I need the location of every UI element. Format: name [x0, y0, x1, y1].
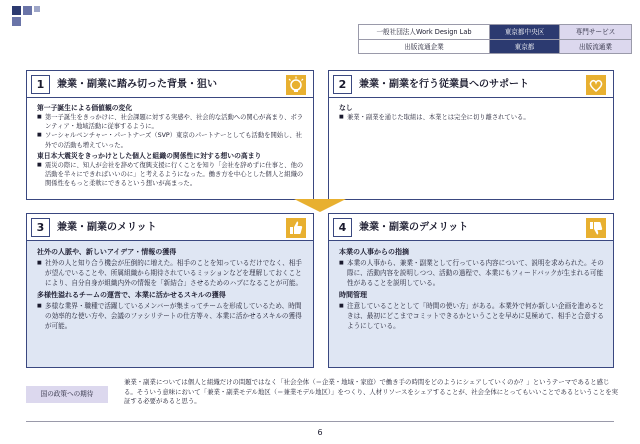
- panel-demerits: [328, 213, 614, 368]
- panel-title: 兼業・副業のデメリット: [359, 222, 469, 233]
- tag-organization-location: 東京都中央区: [489, 25, 559, 39]
- tag-employer-name: 出版流通企業: [404, 43, 444, 51]
- bullet-text: ■ 多様な業界・職種で活躍しているメンバーが集まってチームを形成しているため、時間の効率的な使い方や、会議のファシリテートの仕方等々、本業に活かせるスキルの獲得が可能。: [37, 301, 305, 331]
- tag-organization-industry: 専門サービス: [559, 25, 631, 39]
- panel-header: [27, 71, 313, 98]
- panel-number: 3: [31, 218, 50, 237]
- panel-title: 兼業・副業のメリット: [57, 222, 157, 233]
- lightbulb-icon: [285, 74, 307, 96]
- panel-body: [27, 98, 313, 188]
- panel-number: 4: [333, 218, 352, 237]
- page-number: 6: [317, 428, 323, 437]
- tag-employer-location: 東京都: [489, 40, 559, 53]
- bullet-text: ■ 本業の人事から、兼業・副業として行っている内容について、説明を求められた。その際に、活動内容を説明しつつ、活動の過程で、本業にもフィードバックが生まれる可能性があることを説明している。: [339, 258, 605, 288]
- section-heading: 時間管理: [339, 291, 367, 299]
- panel-number: 2: [333, 75, 352, 94]
- panel-merits: [26, 213, 314, 368]
- section-heading: 本業の人事からの指摘: [339, 248, 409, 256]
- bullet-text: ■ 兼業・副業を通じた取組は、本業とは完全に切り離されている。: [339, 113, 605, 122]
- tag-row-employer: [359, 39, 631, 53]
- panel-header: [329, 214, 613, 241]
- tag-row-organization: [359, 25, 631, 39]
- tag-employer-industry: 出版流通業: [559, 40, 631, 53]
- section-heading: 第一子誕生による価値観の変化: [37, 104, 133, 112]
- panel-header: [329, 71, 613, 98]
- section-heading: 東日本大震災をきっかけとした個人と組織の関係性に対する想いの高まり: [37, 151, 262, 160]
- brand-logo: [12, 6, 42, 26]
- thumbs-down-icon: [585, 217, 607, 239]
- panel-body: [329, 241, 613, 331]
- panel-header: [27, 214, 313, 241]
- tag-organization-name: 一般社団法人Work Design Lab: [376, 28, 472, 36]
- section-heading: 社外の人脈や、新しいアイデア・情報の獲得: [37, 248, 177, 256]
- panel-title: 兼業・副業に踏み切った背景・狙い: [57, 79, 217, 90]
- bullet-text: ■ 社外の人と知り合う機会が圧倒的に増えた。相手のことを知っているだけでなく、相手が望んでいることや、所属組織から期待されているミッションなどを理解しておくことにより、自分自身が組織内外の情報を「新結合」させるためのハブになることが可能。: [37, 258, 305, 288]
- company-tags: [358, 24, 632, 54]
- panel-body: [329, 98, 613, 122]
- bullet-text: ■ 震災の際に、知人が会社を辞めて復興支援に行くことを知り「会社を辞めずに仕事と、他の活動を半々にできればいいのに」と考えるようになった。働き方を中心とした個人と組織の関係性をもっと柔軟にできるという想いが高まった。: [37, 161, 305, 189]
- policy-text: 兼業・副業については個人と組織だけの問題ではなく「社会全体（＝企業・地域・家庭）で働き手の時間をどのようにシェアしていくのか？」というテーマであると感じる。そういう意味において「兼業・副業モデル地区（＝兼業モデル地区）」をつくり、人材リソースをシェアすることが、社会全体にとってもいいことであるということを実証する必要があると思う。: [124, 378, 619, 406]
- flow-arrow: [294, 199, 346, 212]
- footer-divider: [26, 421, 614, 422]
- section-heading: なし: [339, 104, 353, 112]
- panel-background: [26, 70, 314, 200]
- panel-number: 1: [31, 75, 50, 94]
- heart-icon: [585, 74, 607, 96]
- policy-label: 国の政策への期待: [26, 386, 108, 403]
- panel-support: [328, 70, 614, 200]
- bullet-text: ■ 注意していることとして「時間の使い方」がある。本業外で何か新しい企画を進めるときは、最初にどこまでコミットできるかということを早めに見極めて、相手と合意するようにしている。: [339, 301, 605, 331]
- bullet-text: ■ ソーシャルベンチャー・パートナーズ（SVP）東京のパートナーとしても活動を開始し、社外での活動も増えていった。: [37, 131, 305, 149]
- panel-title: 兼業・副業を行う従業員へのサポート: [359, 79, 529, 90]
- thumbs-up-icon: [285, 217, 307, 239]
- section-heading: 多様性溢れるチームの運営で、本業に活かせるスキルの獲得: [37, 291, 226, 299]
- panel-body: [27, 241, 313, 331]
- bullet-text: ■ 第一子誕生をきっかけに、社会課題に対する実感や、社会的な活動への関心が高まり、ボランティア・地域活動に従事するように。: [37, 113, 305, 131]
